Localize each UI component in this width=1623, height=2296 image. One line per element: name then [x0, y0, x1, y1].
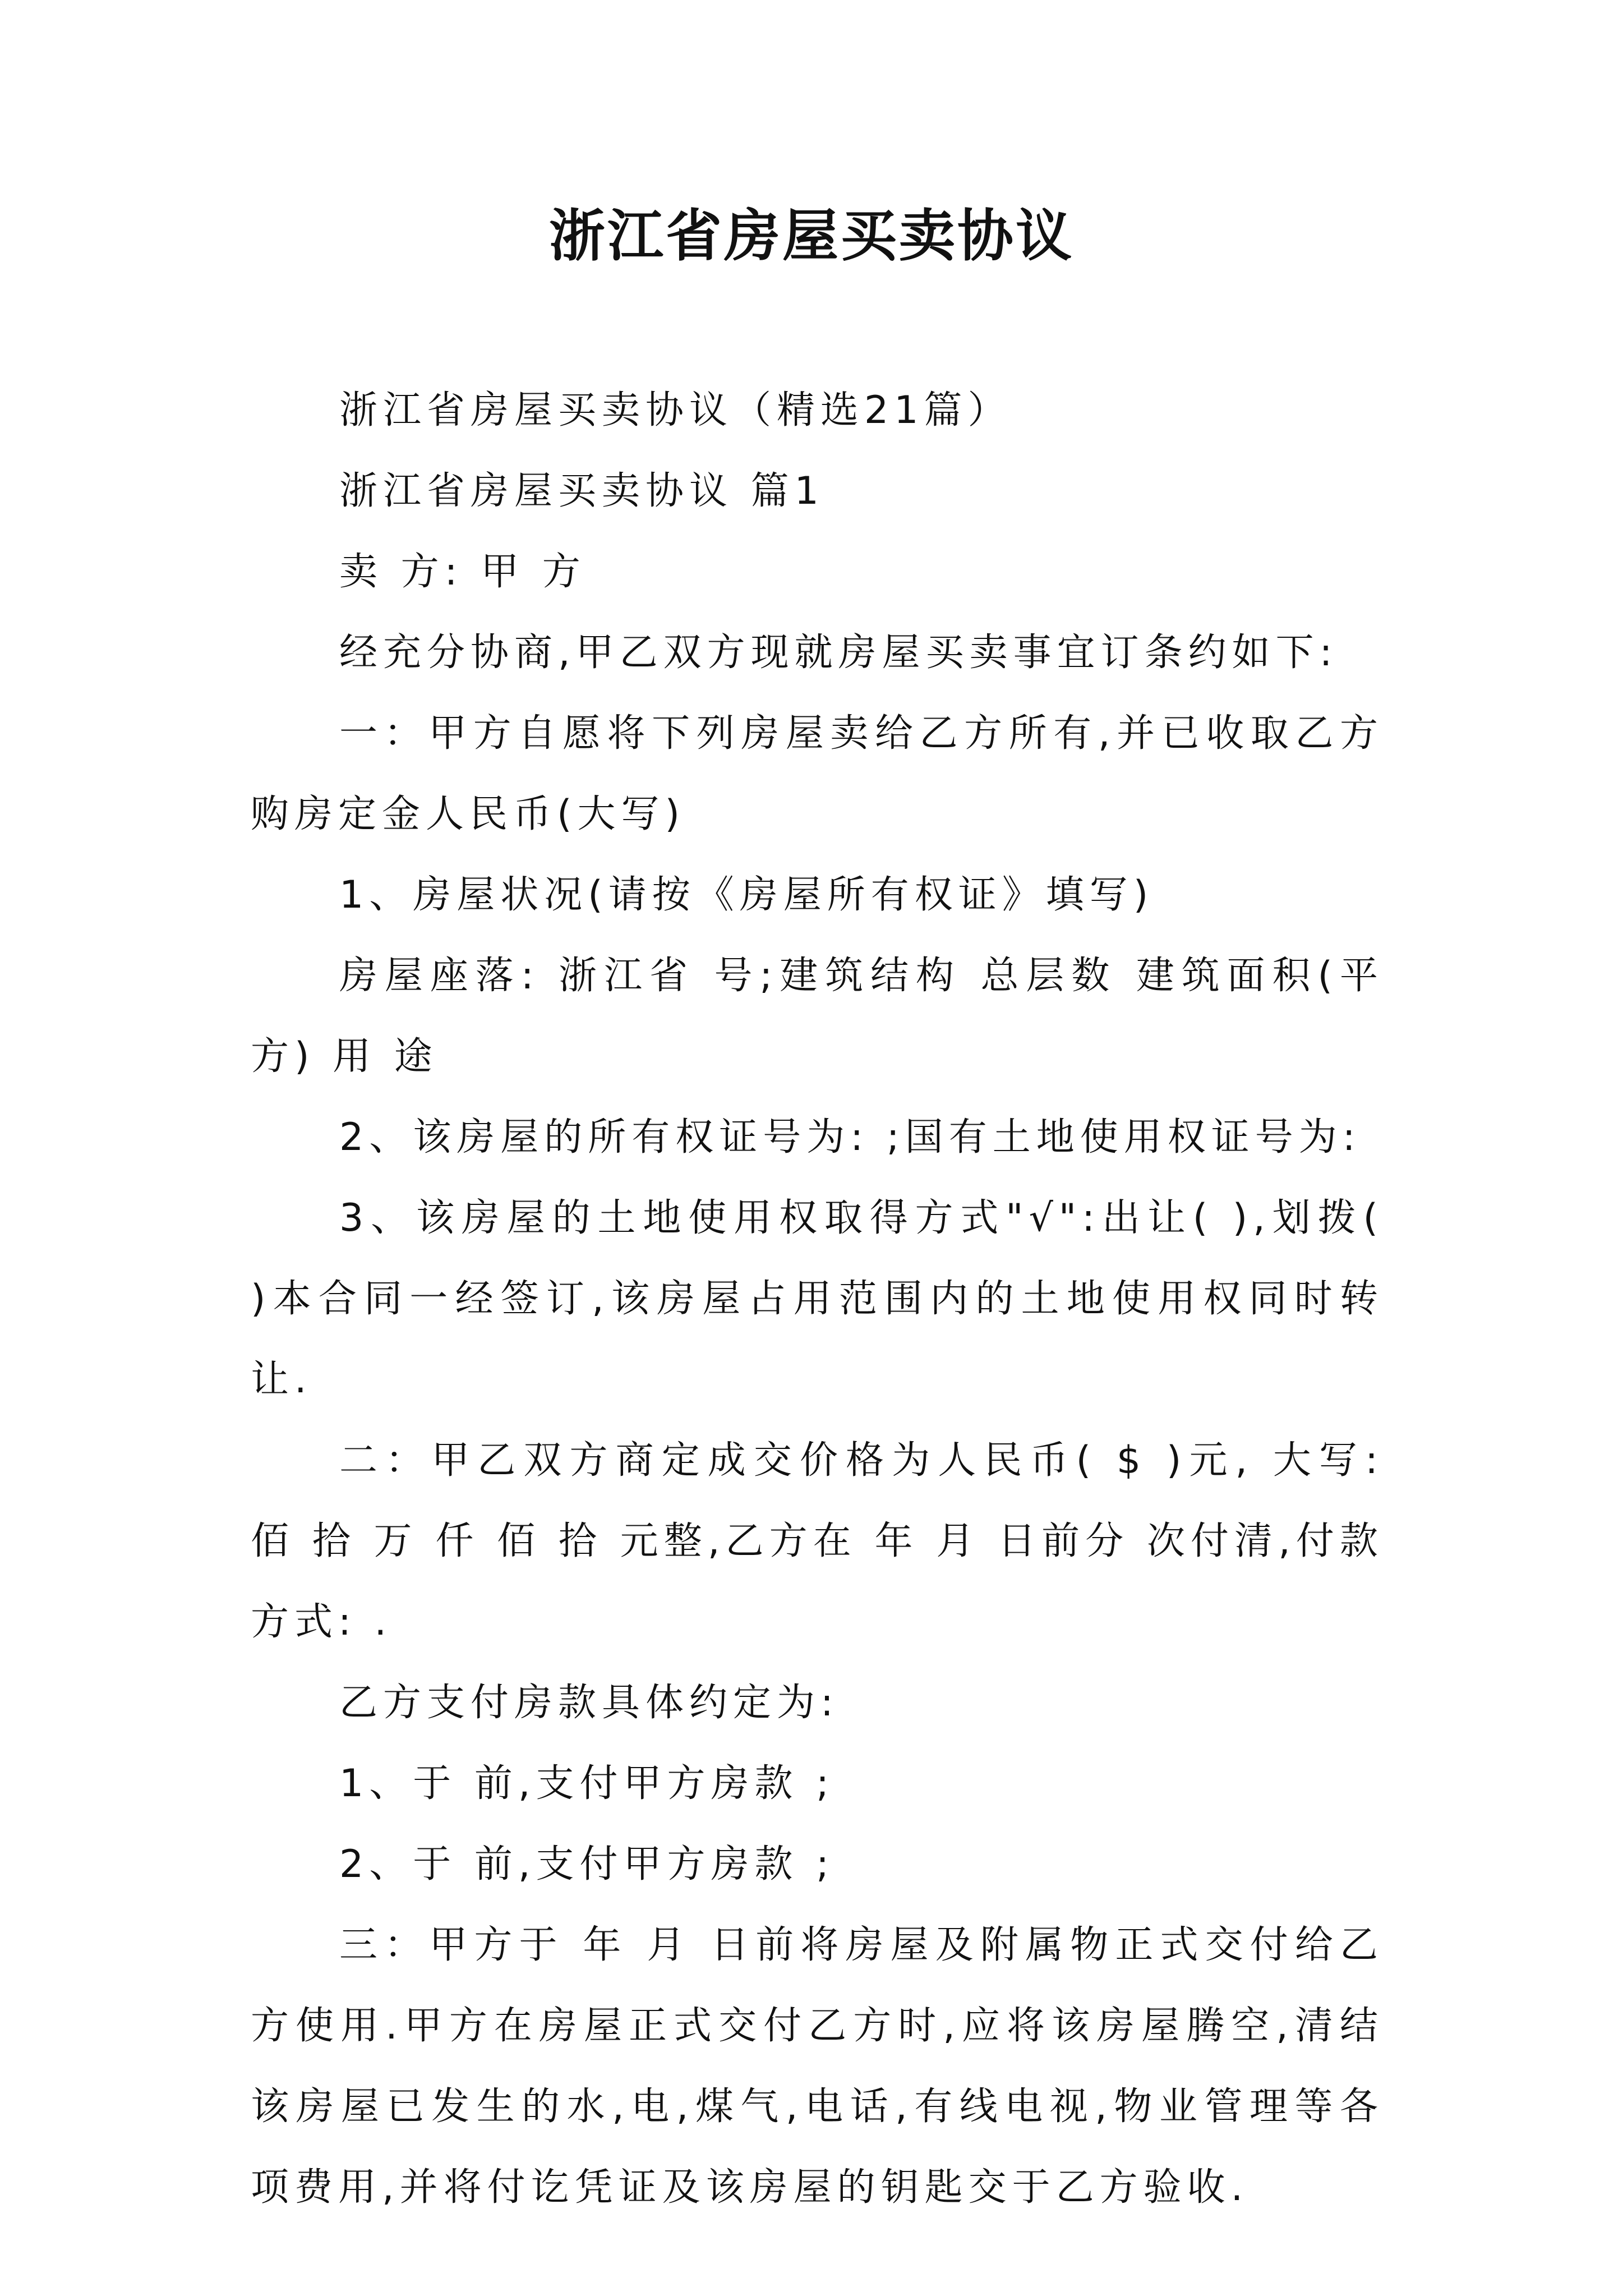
- paragraph-subtitle: 浙江省房屋买卖协议（精选21篇）: [339, 388, 1012, 432]
- paragraph-land-use-right: 3、该房屋的土地使用权取得方式"√":出让( ),划拨( )本合同一经签订,该房屋占用范围内的土地使用权同时转让.: [251, 1196, 1384, 1402]
- paragraph-payment-1: 1、于 前,支付甲方房款 ;: [339, 1761, 835, 1806]
- paragraph-section-heading: 浙江省房屋买卖协议 篇1: [339, 469, 824, 513]
- paragraph-clause-2: 二：甲乙双方商定成交价格为人民币( $ )元, 大写: 佰 拾 万 仟 佰 拾 元整,乙方在 年 月 日前分 次付清,付款方式: .: [251, 1438, 1384, 1644]
- paragraph-payment-2: 2、于 前,支付甲方房款 ;: [339, 1842, 835, 1887]
- paragraph-clause-1: 一：甲方自愿将下列房屋卖给乙方所有,并已收取乙方购房定金人民币(大写): [251, 711, 1384, 836]
- paragraph-certificate-numbers: 2、该房屋的所有权证号为: ;国有土地使用权证号为:: [339, 1115, 1361, 1159]
- document-body: [251, 370, 1384, 2228]
- document-title: 浙江省房屋买卖协议: [549, 203, 1074, 269]
- paragraph-house-location: 房屋座落: 浙江省 号;建筑结构 总层数 建筑面积(平方) 用 途: [251, 954, 1384, 1079]
- paragraph-payment-terms: 乙方支付房款具体约定为:: [339, 1681, 839, 1725]
- paragraph-preamble: 经充分协商,甲乙双方现就房屋买卖事宜订条约如下:: [339, 631, 1338, 675]
- paragraph-house-status: 1、房屋状况(请按《房屋所有权证》填写): [339, 873, 1154, 917]
- paragraph-clause-3: 三：甲方于 年 月 日前将房屋及附属物正式交付给乙方使用.甲方在房屋正式交付乙方时,应将该房屋腾空,清结该房屋已发生的水,电,煤气,电话,有线电视,物业管理等各项费用,并将付讫凭证及该房屋的钥匙交于乙方验收.: [251, 1923, 1384, 2210]
- paragraph-seller: 卖 方: 甲 方: [339, 550, 586, 594]
